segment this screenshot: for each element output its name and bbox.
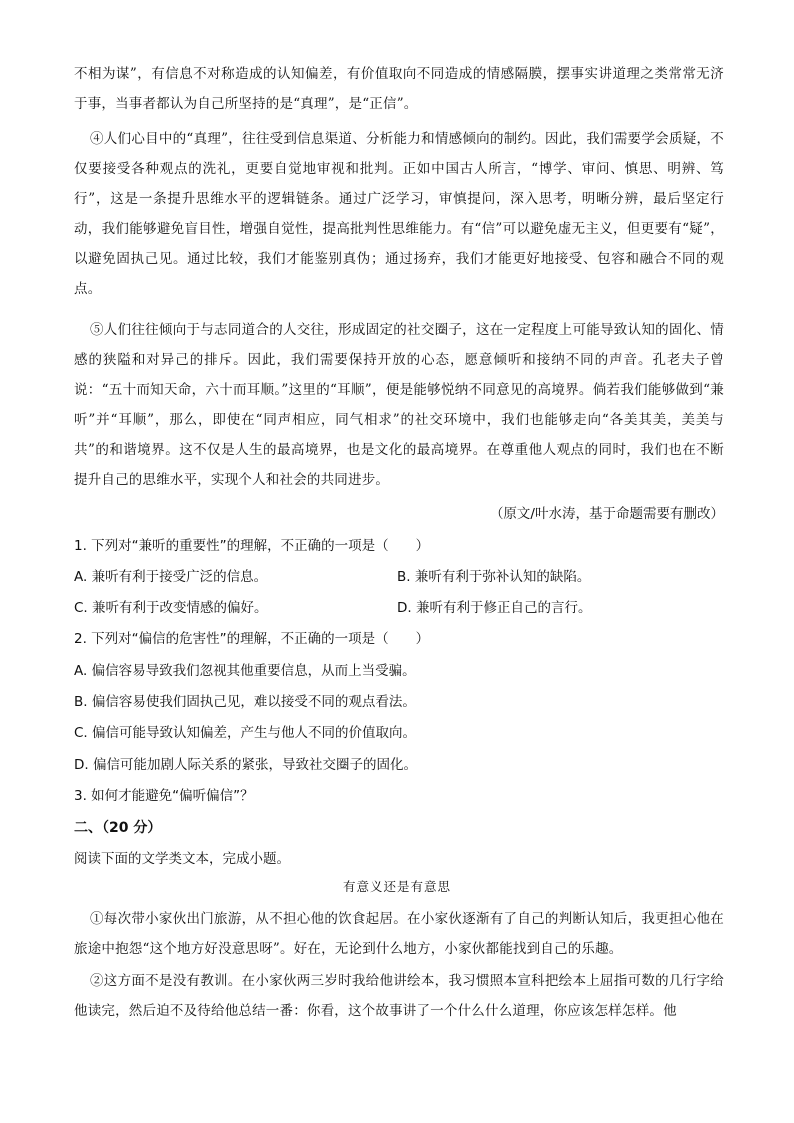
passage-paragraph-continued: 不相为谋”，有信息不对称造成的认知偏差，有价值取向不同造成的情感隔膜，摆事实讲道理之类常常无济于事，当事者都认为自己所坚持的是“真理”，是“正信”。 [74,66,724,112]
question-2-option-b[interactable]: B. 偏信容易使我们固执己见，难以接受不同的观点看法。 [74,694,416,710]
question-1-stem: 1. 下列对“兼听的重要性”的理解，不正确的一项是（ ） [74,538,430,554]
passage-source: （原文/叶水涛，基于命题需要有删改） [489,506,724,522]
question-2-option-c[interactable]: C. 偏信可能导致认知偏差，产生与他人不同的价值取向。 [74,725,417,741]
question-2-option-a[interactable]: A. 偏信容易导致我们忽视其他重要信息，从而上当受骗。 [74,663,416,679]
literary-text-title: 有意义还是有意思 [342,879,451,894]
question-1-option-c[interactable]: C. 兼听有利于改变情感的偏好。 [74,600,268,616]
question-2-stem: 2. 下列对“偏信的危害性”的理解，不正确的一项是（ ） [74,631,430,647]
section-2-instruction: 阅读下面的文学类文本，完成小题。 [74,851,290,867]
passage-paragraph-4: ④人们心目中的“真理”，往往受到信息渠道、分析能力和情感倾向的制约。因此，我们需要学会质疑，不仅要接受各种观点的洗礼，更要自觉地审视和批判。正如中国古人所言，“博学、审问、慎思、明辨、笃行”，这是一条提升思维水平的逻辑链条。通过广泛学习，审慎提问，深入思考，明晰分辨，最后坚定行动，我们能够避免盲目性，增强自觉性，提高批判性思维能力。有“信”可以避免虚无主义，但更要有“疑”，以避免固执己见。通过比较，我们才能鉴别真伪；通过扬弃，我们才能更好地接受、包容和融合不同的观点。 [74,131,724,297]
question-3-stem: 3. 如何才能避免“偏听偏信”？ [74,788,254,804]
literary-paragraph-1: ①每次带小家伙出门旅游，从不担心他的饮食起居。在小家伙逐渐有了自己的判断认知后，我更担心他在旅途中抱怨“这个地方好没意思呀”。好在，无论到什么地方，小家伙都能找到自己的乐趣。 [74,911,724,957]
question-1-option-b[interactable]: B. 兼听有利于弥补认知的缺陷。 [397,569,591,585]
question-1-option-a[interactable]: A. 兼听有利于接受广泛的信息。 [74,569,268,585]
literary-paragraph-2: ②这方面不是没有教训。在小家伙两三岁时我给他讲绘本，我习惯照本宣科把绘本上屈指可数的几行字给他读完，然后迫不及待给他总结一番：你看，这个故事讲了一个什么什么道理，你应该怎样怎样。他 [74,973,724,1019]
question-1-option-d[interactable]: D. 兼听有利于修正自己的言行。 [397,600,592,616]
section-2-heading: 二、（20 分） [74,820,162,836]
question-2-option-d[interactable]: D. 偏信可能加剧人际关系的紧张，导致社交圈子的固化。 [74,757,417,773]
passage-paragraph-5: ⑤人们往往倾向于与志同道合的人交往，形成固定的社交圈子，这在一定程度上可能导致认知的固化、情感的狭隘和对异己的排斥。因此，我们需要保持开放的心态，愿意倾听和接纳不同的声音。孔老夫子曾说：“五十而知天命，六十而耳顺。”这里的“耳顺”，便是能够悦纳不同意见的高境界。倘若我们能够做到“兼听”并“耳顺”，那么，即使在“同声相应，同气相求”的社交环境中，我们也能够走向“各美其美，美美与共”的和谐境界。这不仅是人生的最高境界，也是文化的最高境界。在尊重他人观点的同时，我们也在不断提升自己的思维水平，实现个人和社会的共同进步。 [74,322,724,488]
